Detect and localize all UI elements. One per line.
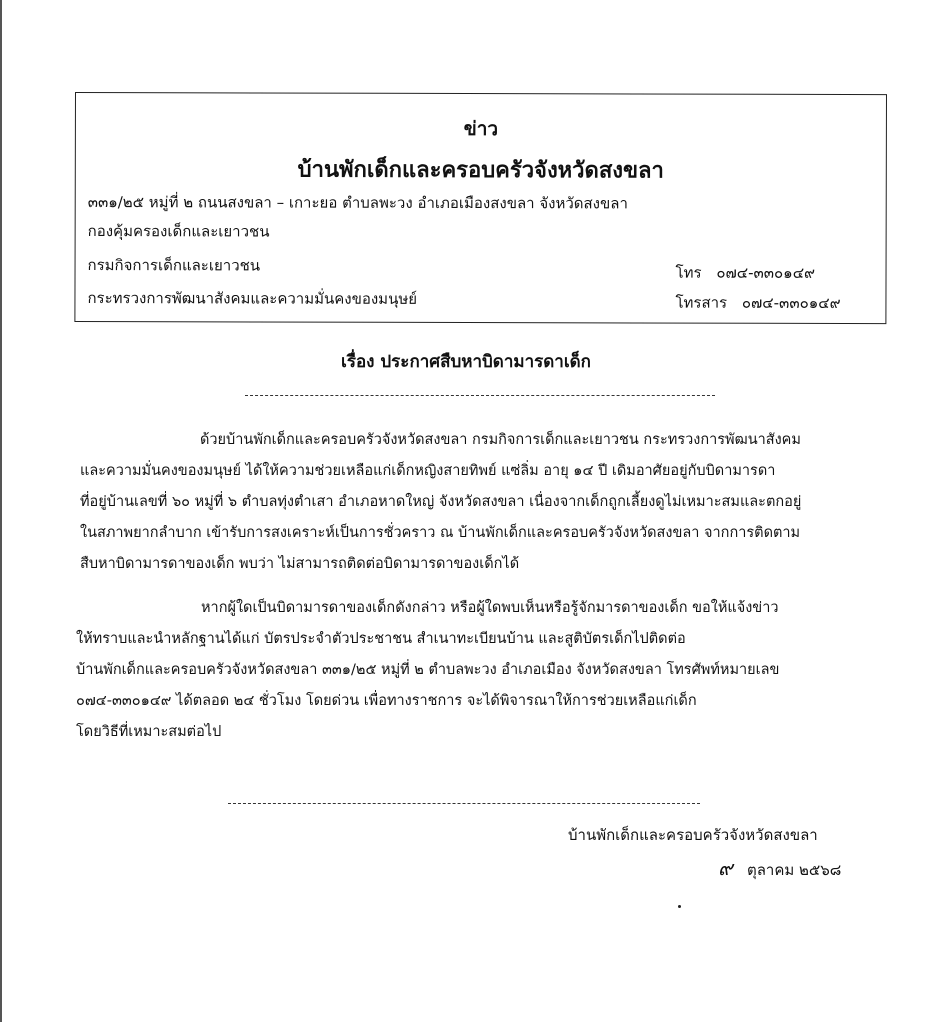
paragraph-line: โดยวิธีที่เหมาะสมต่อไป [76,724,222,740]
paragraph-line: และความมั่นคงของมนุษย์ ได้ให้ความช่วยเหลือแก่เด็กหญิงสายทิพย์ แซ่ลิ่ม อายุ ๑๔ ปี เดิมอาศัยอยู่กับบิดามารดา [80,463,776,479]
scan-speck [678,905,681,908]
organization-name: บ้านพักเด็กและครอบครัวจังหวัดสงขลา [297,157,664,184]
fax-label: โทรสาร [675,293,728,312]
paragraph-line: หากผู้ใดเป็นบิดามารดาของเด็กดังกล่าว หรือผู้ใดพบเห็นหรือรู้จักมารดาของเด็ก ขอให้แจ้งข่าว [201,600,779,616]
closing-divider [228,803,700,804]
body-paragraph-2 [76,593,880,748]
subject-divider [245,395,715,396]
subject-line: เรื่อง ประกาศสืบหาบิดามารดาเด็ก [341,352,591,372]
signature-date: ตุลาคม ๒๕๖๘ [747,861,842,879]
letterhead-box [74,92,887,324]
news-title: ข่าว [463,118,499,141]
ministry-line: กระทรวงการพัฒนาสังคมและความมั่นคงของมนุษย์ [87,289,418,308]
fax-number: ๐๗๔-๓๓๐๑๔๙ [741,293,841,313]
body-paragraph-1 [80,425,880,580]
paragraph-line: ในสภาพยากลำบาก เข้ารับการสงเคราะห์เป็นการชั่วคราว ณ บ้านพักเด็กและครอบครัวจังหวัดสงขลา จากการติดตาม [80,525,801,541]
signature-day: ๙ [718,856,733,880]
signature-org: บ้านพักเด็กและครอบครัวจังหวัดสงขลา [568,826,818,844]
paragraph-line: ด้วยบ้านพักเด็กและครอบครัวจังหวัดสงขลา กรมกิจการเด็กและเยาวชน กระทรวงการพัฒนาสังคม [200,432,801,448]
paragraph-line: สืบหาบิดามารดาของเด็ก พบว่า ไม่สามารถติดต่อบิดามารดาของเด็กได้ [80,556,520,572]
division-line: กองคุ้มครองเด็กและเยาวชน [87,222,270,241]
fax-row [675,291,840,315]
phone-number: ๐๗๔-๓๓๐๑๔๙ [716,263,816,282]
phone-label: โทร [675,263,702,282]
paragraph-line: ๐๗๔-๓๓๐๑๔๙ ได้ตลอด ๒๔ ชั่วโมง โดยด่วน เพื่อทางราชการ จะได้พิจารณาให้การช่วยเหลือแก่เด็ก [76,693,697,709]
paragraph-line: ที่อยู่บ้านเลขที่ ๖๐ หมู่ที่ ๖ ตำบลทุ่งตำเสา อำเภอหาดใหญ่ จังหวัดสงขลา เนื่องจากเด็กถูกเลี้ยงดูไม่เหมาะสมและตกอยู่ [80,494,802,510]
paragraph-line: บ้านพักเด็กและครอบครัวจังหวัดสงขลา ๓๓๑/๒๕ หมู่ที่ ๒ ตำบลพะวง อำเภอเมือง จังหวัดสงขลา โทรศัพท์หมายเลข [76,662,780,678]
address-line: ๓๓๑/๒๕ หมู่ที่ ๒ ถนนสงขลา – เกาะยอ ตำบลพะวง อำเภอเมืองสงขลา จังหวัดสงขลา [87,193,628,213]
paragraph-line: ให้ทราบและนำหลักฐานได้แก่ บัตรประจำตัวประชาชน สำเนาทะเบียนบ้าน และสูติบัตรเด็กไปติดต่อ [76,631,686,647]
phone-row [675,261,815,285]
department-line: กรมกิจการเด็กและเยาวชน [87,256,261,275]
